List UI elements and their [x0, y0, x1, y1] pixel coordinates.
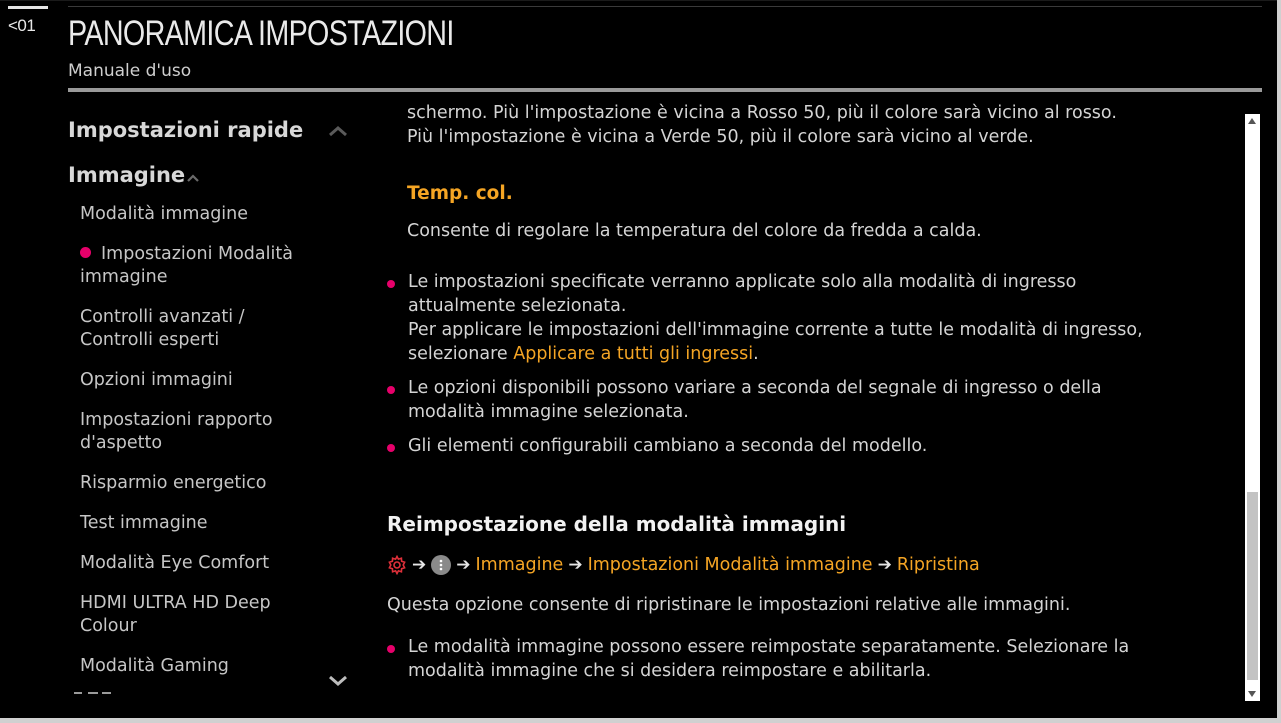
apply-all-inputs-link[interactable]: Applicare a tutti gli ingressi — [513, 344, 754, 364]
sidebar-item-modalita-immagine[interactable] — [80, 203, 310, 226]
sidebar-item-label: Test immagine — [80, 513, 208, 533]
note-line: modalità immagine che si desidera reimpostare e abilitarla. — [408, 661, 932, 681]
frame-top — [0, 0, 1281, 1]
bullet-icon — [387, 280, 395, 288]
sidebar-item-label: HDMI ULTRA HD Deep — [80, 593, 271, 613]
breadcrumb-link-ripristina[interactable]: Ripristina — [896, 555, 980, 575]
arrow-right-icon: ➔ — [568, 555, 583, 575]
intro-line-cut: schermo. Più l'impostazione è vicina a Rosso 50, più il colore sarà vicino al rosso. — [407, 103, 1117, 123]
frame-bottom — [0, 718, 1281, 723]
sidebar-item-controlli-avanzati[interactable] — [80, 306, 310, 352]
arrow-right-icon: ➔ — [877, 555, 892, 575]
sidebar-item-hdmi-ultra-hd[interactable] — [80, 592, 310, 638]
sidebar-section-immagine[interactable]: Immagine — [68, 163, 186, 187]
temp-col-heading: Temp. col. — [407, 183, 513, 204]
back-indicator — [8, 6, 48, 9]
top-rule — [68, 6, 1262, 7]
scroll-up-arrow-icon[interactable] — [1248, 118, 1256, 124]
back-button[interactable] — [6, 6, 48, 42]
sidebar — [60, 100, 360, 702]
note-line: Per applicare le impostazioni dell'immagine corrente a tutte le modalità di ingresso, — [408, 320, 1143, 340]
gear-icon — [387, 555, 407, 575]
more-icon — [431, 555, 451, 575]
scrollbar-thumb[interactable] — [1247, 492, 1258, 680]
sidebar-item-rapporto-aspetto[interactable] — [80, 409, 310, 455]
breadcrumb — [387, 552, 980, 578]
sidebar-item-label: Modalità Gaming — [80, 656, 229, 676]
bullet-icon — [387, 444, 395, 452]
header-divider — [68, 88, 1262, 92]
sidebar-item-test-immagine[interactable] — [80, 512, 310, 535]
note-line: Le opzioni disponibili possono variare a seconda del segnale di ingresso o della — [408, 378, 1102, 398]
sidebar-item-label-2: Controlli esperti — [80, 330, 220, 350]
sidebar-item-label: Impostazioni rapporto — [80, 410, 273, 430]
sidebar-item-label: Impostazioni Modalità — [101, 244, 293, 264]
arrow-right-icon: ➔ — [412, 555, 427, 575]
breadcrumb-link-impostazioni-modalita[interactable]: Impostazioni Modalità immagine — [587, 555, 873, 575]
sidebar-section-impostazioni-rapide[interactable]: Impostazioni rapide — [68, 118, 304, 142]
reset-heading: Reimpostazione della modalità immagini — [387, 512, 847, 536]
chevron-up-small-icon — [186, 173, 200, 183]
sidebar-item-eye-comfort[interactable] — [80, 552, 310, 575]
sidebar-item-opzioni-immagini[interactable] — [80, 369, 310, 392]
frame-right — [1277, 0, 1281, 723]
sidebar-item-label: Opzioni immagini — [80, 370, 233, 390]
next-section-peek — [70, 692, 130, 702]
sidebar-item-risparmio-energetico[interactable] — [80, 472, 310, 495]
note-line: Gli elementi configurabili cambiano a seconda del modello. — [408, 436, 928, 456]
chevron-up-icon[interactable] — [327, 124, 349, 138]
content-scrollbar[interactable] — [1245, 114, 1260, 701]
sidebar-item-label-2: immagine — [80, 267, 168, 287]
chevron-down-icon[interactable] — [327, 674, 349, 688]
note-line: attualmente selezionata. — [408, 296, 627, 316]
breadcrumb-link-immagine[interactable]: Immagine — [475, 555, 564, 575]
sidebar-item-label: Modalità Eye Comfort — [80, 553, 270, 573]
sidebar-item-label: Controlli avanzati / — [80, 307, 245, 327]
active-dot-icon — [80, 247, 91, 258]
temp-col-description: Consente di regolare la temperatura del colore da fredda a calda. — [407, 221, 982, 241]
note-line: modalità immagine selezionata. — [408, 402, 689, 422]
bullet-icon — [387, 386, 395, 394]
sidebar-item-modalita-gaming[interactable] — [80, 655, 310, 678]
sidebar-item-impostazioni-modalita-immagine[interactable] — [80, 243, 310, 289]
sidebar-item-label: Modalità immagine — [80, 204, 249, 224]
note-line: Le impostazioni specificate verranno applicate solo alla modalità di ingresso — [408, 272, 1077, 292]
page-title: PANORAMICA IMPOSTAZIONI — [68, 14, 454, 53]
intro-line: Più l'impostazione è vicina a Verde 50, più il colore sarà vicino al verde. — [407, 127, 1034, 147]
sidebar-item-label: Risparmio energetico — [80, 473, 267, 493]
reset-description: Questa opzione consente di ripristinare le impostazioni relative alle immagini. — [387, 595, 1071, 615]
note-line: . — [753, 344, 759, 364]
content-panel — [370, 100, 1240, 702]
note-line: selezionare — [408, 344, 514, 364]
bullet-icon — [387, 645, 395, 653]
scroll-down-arrow-icon[interactable] — [1248, 691, 1256, 697]
back-label: <01 — [8, 16, 36, 35]
arrow-right-icon: ➔ — [456, 555, 471, 575]
page-subtitle: Manuale d'uso — [68, 61, 192, 81]
sidebar-item-label-2: Colour — [80, 616, 137, 636]
sidebar-item-label-2: d'aspetto — [80, 433, 163, 453]
note-line: Le modalità immagine possono essere reimpostate separatamente. Selezionare la — [408, 637, 1130, 657]
